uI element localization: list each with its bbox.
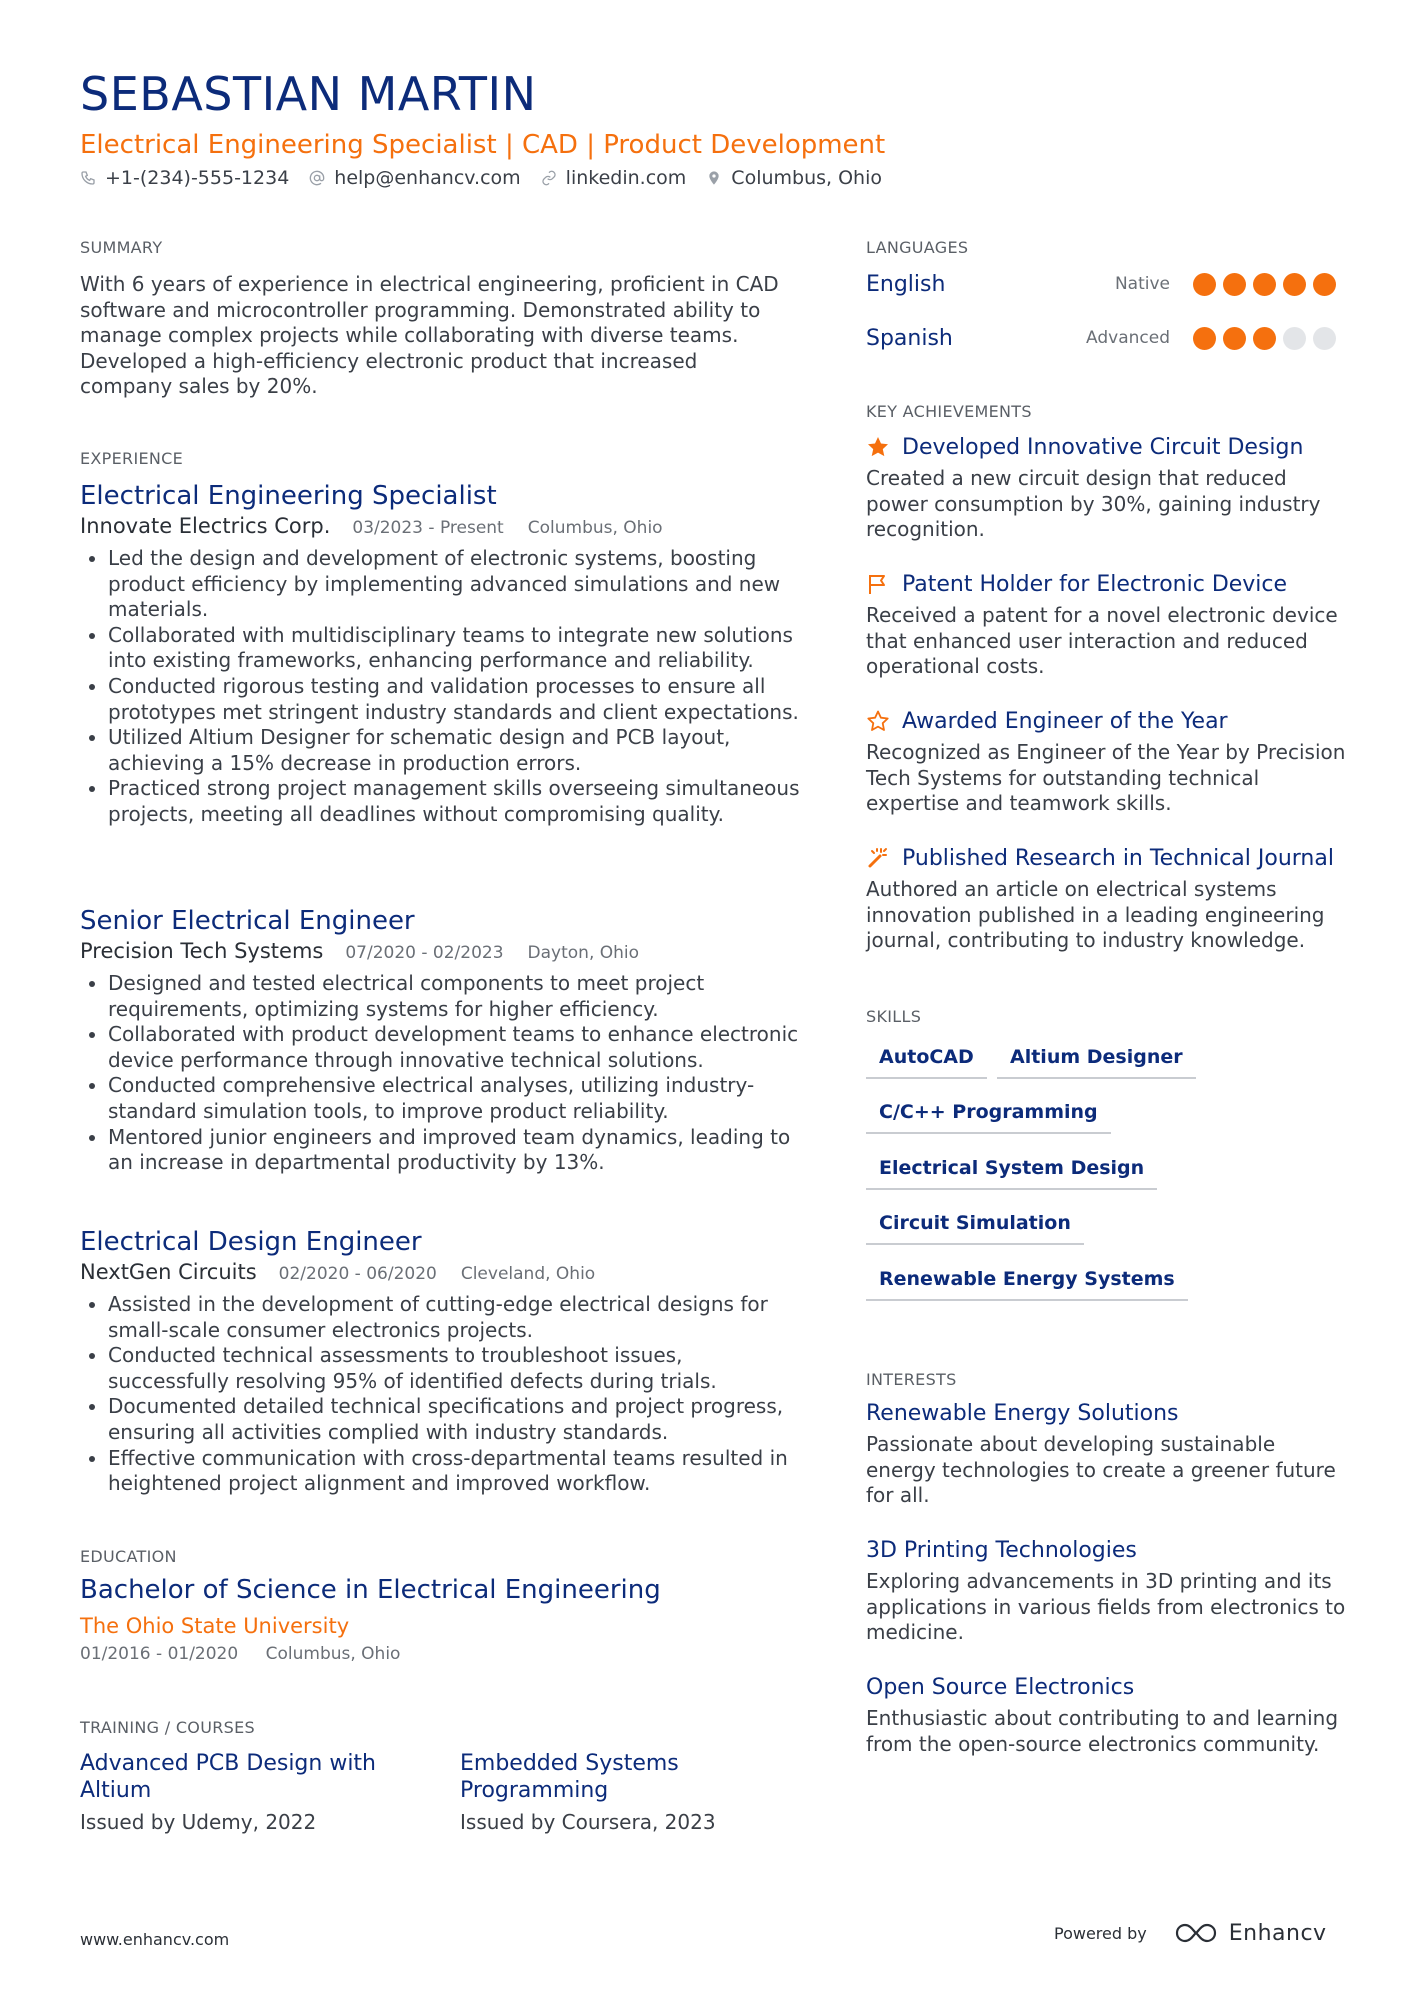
interest-entry (866, 1675, 1346, 1757)
course-entry (460, 1750, 780, 1834)
bullet: Collaborated with multidisciplinary teams to integrate new solutions into existing frameworks, enhancing performance and reliability. (80, 623, 800, 674)
achievement-header (866, 432, 1346, 462)
course-issuer: Issued by Udemy, 2022 (80, 1810, 317, 1834)
achievement-entry (866, 843, 1346, 954)
language-level: Native (1114, 274, 1170, 294)
star-outline-icon (866, 709, 890, 733)
contact-location (706, 167, 882, 189)
job-dates: 03/2023 - Present (352, 518, 504, 538)
rating-dot-filled (1313, 273, 1336, 296)
interests-heading: INTERESTS (866, 1370, 957, 1389)
job-meta (80, 514, 800, 538)
bullet: Practiced strong project management skills overseeing simultaneous projects, meeting all deadlines without compromising quality. (80, 776, 800, 827)
bullet: Utilized Altium Designer for schematic design and PCB layout, achieving a 15% decrease in production errors. (80, 725, 800, 776)
job-company: NextGen Circuits (80, 1260, 257, 1284)
job-bullets (80, 546, 800, 828)
rating-dot-filled (1253, 327, 1276, 350)
achievement-header (866, 843, 1346, 873)
course-entry (80, 1750, 400, 1834)
interest-desc: Passionate about developing sustainable energy technologies to create a greener future for all. (866, 1432, 1336, 1508)
language-level: Advanced (1086, 328, 1170, 348)
education-dates: 01/2016 - 01/2020 (80, 1644, 239, 1664)
location-pin-icon (706, 170, 722, 186)
achievement-desc: Received a patent for a novel electronic device that enhanced user interaction and reduced operational costs. (866, 603, 1338, 679)
rating-dot-filled (1253, 273, 1276, 296)
job-location: Dayton, Ohio (527, 943, 640, 963)
education-school: The Ohio State University (80, 1614, 350, 1638)
language-name: Spanish (866, 325, 953, 351)
email-text: help@enhancv.com (334, 167, 521, 189)
job-company: Precision Tech Systems (80, 939, 324, 963)
rating-dot-empty (1313, 327, 1336, 350)
training-heading: TRAINING / COURSES (80, 1718, 255, 1737)
rating-dot-filled (1223, 327, 1246, 350)
bullet: Conducted rigorous testing and validation processes to ensure all prototypes met stringent industry standards and client expectations. (80, 674, 800, 725)
bullet: Led the design and development of electronic systems, boosting product efficiency by implementing advanced simulations and new materials. (80, 546, 800, 623)
achievement-entry (866, 432, 1346, 543)
contact-linkedin[interactable] (541, 167, 687, 189)
job-title: Electrical Design Engineer (80, 1227, 422, 1257)
contact-email[interactable] (309, 167, 520, 189)
job-entry (80, 1226, 800, 1497)
course-title: Advanced PCB Design with Altium (80, 1751, 377, 1803)
candidate-name: SEBASTIAN MARTIN (80, 67, 537, 121)
rating-dot-filled (1193, 273, 1216, 296)
job-dates: 07/2020 - 02/2023 (345, 943, 504, 963)
phone-icon (80, 170, 96, 186)
bullet: Conducted technical assessments to troubleshoot issues, successfully resolving 95% of identified defects during trials. (80, 1343, 800, 1394)
course-issuer: Issued by Coursera, 2023 (460, 1810, 716, 1834)
interest-desc: Exploring advancements in 3D printing and its applications in various fields from electronics to medicine. (866, 1569, 1346, 1645)
language-rating (1186, 273, 1336, 296)
job-meta (80, 1260, 800, 1284)
skill-tag: Renewable Energy Systems (866, 1265, 1188, 1301)
at-icon (309, 170, 325, 186)
footer-branding[interactable] (1054, 1920, 1327, 1946)
skill-tag: Altium Designer (997, 1043, 1196, 1079)
job-location: Columbus, Ohio (527, 518, 663, 538)
achievement-title: Patent Holder for Electronic Device (902, 571, 1288, 597)
job-bullets (80, 1292, 800, 1497)
bullet: Collaborated with product development teams to enhance electronic device performance through innovative technical solutions. (80, 1022, 800, 1073)
interest-entry (866, 1538, 1346, 1646)
achievement-title: Awarded Engineer of the Year (902, 708, 1228, 734)
powered-by-label: Powered by (1054, 1923, 1147, 1943)
footer-website[interactable]: www.enhancv.com (80, 1930, 230, 1949)
job-entry (80, 480, 800, 828)
enhancv-logo-icon (1173, 1920, 1219, 1946)
achievements-heading: KEY ACHIEVEMENTS (866, 402, 1032, 421)
interest-title: Open Source Electronics (866, 1675, 1135, 1700)
phone-text: +1-(234)-555-1234 (105, 167, 290, 189)
rating-dot-filled (1193, 327, 1216, 350)
job-entry (80, 905, 800, 1176)
interest-title: Renewable Energy Solutions (866, 1401, 1179, 1426)
job-location: Cleveland, Ohio (460, 1264, 596, 1284)
achievement-header (866, 569, 1346, 599)
link-icon (541, 170, 557, 186)
languages-heading: LANGUAGES (866, 238, 969, 257)
contact-bar (80, 167, 902, 189)
rating-dot-empty (1283, 327, 1306, 350)
achievement-title: Published Research in Technical Journal (902, 845, 1334, 871)
job-company: Innovate Electrics Corp. (80, 514, 331, 538)
achievement-entry (866, 706, 1346, 817)
achievement-header (866, 706, 1346, 736)
flag-icon (866, 572, 890, 596)
job-dates: 02/2020 - 06/2020 (278, 1264, 437, 1284)
education-heading: EDUCATION (80, 1547, 177, 1566)
star-filled-icon (866, 435, 890, 459)
rating-dot-filled (1283, 273, 1306, 296)
bullet: Documented detailed technical specifications and project progress, ensuring all activities complied with industry standards. (80, 1394, 800, 1445)
rating-dot-filled (1223, 273, 1246, 296)
education-degree: Bachelor of Science in Electrical Engineering (80, 1575, 661, 1605)
bullet: Assisted in the development of cutting-edge electrical designs for small-scale consumer electronics projects. (80, 1292, 800, 1343)
job-meta (80, 939, 800, 963)
job-bullets (80, 971, 800, 1176)
skills-heading: SKILLS (866, 1007, 922, 1026)
skill-tag: C/C++ Programming (866, 1098, 1111, 1134)
brand-name: Enhancv (1228, 1920, 1327, 1946)
skill-tag: Electrical System Design (866, 1154, 1157, 1190)
summary-heading: SUMMARY (80, 238, 163, 257)
interest-title: 3D Printing Technologies (866, 1538, 1137, 1563)
headline: Electrical Engineering Specialist | CAD | Product Development (80, 130, 886, 160)
bullet: Mentored junior engineers and improved team dynamics, leading to an increase in departmental productivity by 13%. (80, 1125, 800, 1176)
summary-text: With 6 years of experience in electrical engineering, proficient in CAD software and microcontroller programming. Demonstrated ability to manage complex projects while collaborating with diverse teams. Developed a high-efficiency electronic product that increased company sales by 20%. (80, 272, 779, 399)
bullet: Effective communication with cross-departmental teams resulted in heightened project alignment and improved workflow. (80, 1446, 800, 1497)
experience-heading: EXPERIENCE (80, 449, 184, 468)
location-text: Columbus, Ohio (731, 167, 882, 189)
bullet: Conducted comprehensive electrical analyses, utilizing industry-standard simulation tools, to improve product reliability. (80, 1073, 800, 1124)
skill-tag: Circuit Simulation (866, 1209, 1084, 1245)
language-name: English (866, 271, 946, 297)
interest-entry (866, 1401, 1346, 1509)
language-row (866, 268, 1336, 300)
bullet: Designed and tested electrical components to meet project requirements, optimizing systems for higher efficiency. (80, 971, 800, 1022)
achievement-desc: Recognized as Engineer of the Year by Precision Tech Systems for outstanding technical expertise and teamwork skills. (866, 740, 1346, 816)
skill-tag: AutoCAD (866, 1043, 987, 1079)
education-meta (80, 1644, 422, 1664)
language-row (866, 322, 1336, 354)
achievement-desc: Created a new circuit design that reduced power consumption by 30%, gaining industry recognition. (866, 466, 1321, 542)
achievement-entry (866, 569, 1346, 680)
course-title: Embedded Systems Programming (460, 1751, 679, 1803)
interest-desc: Enthusiastic about contributing to and learning from the open-source electronics community. (866, 1706, 1339, 1756)
language-rating (1186, 327, 1336, 350)
job-title: Electrical Engineering Specialist (80, 481, 497, 511)
contact-phone[interactable] (80, 167, 289, 189)
wand-icon (866, 846, 890, 870)
achievement-desc: Authored an article on electrical systems innovation published in a leading engineering journal, contributing to industry knowledge. (866, 877, 1325, 953)
achievement-title: Developed Innovative Circuit Design (902, 434, 1304, 460)
education-location: Columbus, Ohio (265, 1644, 401, 1664)
job-title: Senior Electrical Engineer (80, 906, 415, 936)
linkedin-text: linkedin.com (565, 167, 687, 189)
